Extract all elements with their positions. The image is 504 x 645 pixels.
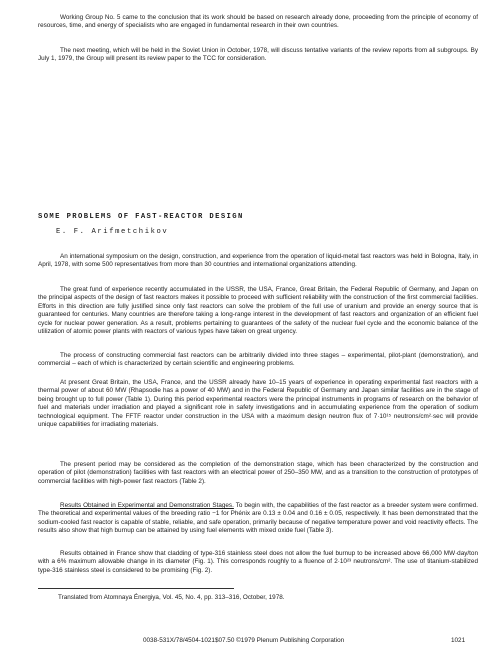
article-paragraph-4: At present Great Britain, the USA, France, and the USSR already have 10–15 years of experience in operating experimental fast reactors with a thermal power of about 60 MW (Rhapsodie has a power of 40 MW) and in the Federal Republic of Germany and Japan similar facilities are in the stage of being brought up to full power (Table 1). During this period experimental reactors were the principal instruments in programs of research on the behavior of fuel and materials under irradiation and played a significant role in safety investigations and in accumulating experience from the operation of sodium technological equipment. The FFTF reactor under construction in the USA with a maximum design neutron flux of 7·10¹⁵ neutrons/cm²·sec will provide unique capabilities for irradiating materials. [38,379,478,429]
article-paragraph-5: The present period may be considered as the completion of the demonstration stage, which has been characterized by the construction and operation of pilot (demonstration) facilities with fast reactors with an electrical power of 250–350 MW, and as a transition to the construction of prototypes of commercial facilities with high-power fast reactors (Table 2). [38,461,478,485]
section-heading-results: Results Obtained in Experimental and Demonstration Stages. [60,502,234,509]
translation-note: Translated from Atomnaya Énergiya, Vol. 45, No. 4, pp. 313–316, October, 1978. [58,594,285,601]
article-paragraph-2: The great fund of experience recently accumulated in the USSR, the USA, France, Great Britain, the Federal Republic of Germany, and Japan on the principal aspects of the design of fast reactors makes it possible to proceed with sufficient reliability with the construction of the first commercial facilities. Efforts in this direction are fully justified since only fast reactors can solve the problem of the full use of uranium and provide an energy source that is guaranteed for centuries. Many countries are therefore taking a long-range interest in the development of fast reactors and organization of an efficient fuel cycle for nuclear power generation. As a result, problems pertaining to guarantees of the safety of the nuclear fuel cycle and the economic balance of the utilization of atomic power plants with reactors of various types have taken on great urgency. [38,286,478,336]
article-paragraph-1: An international symposium on the design, construction, and experience from the operation of liquid-metal fast reactors was held in Bologna, Italy, in April, 1978, with some 500 representatives from more than 30 countries and international organizations attending. [38,253,478,269]
article-title: SOME PROBLEMS OF FAST-REACTOR DESIGN [38,213,244,221]
intro-paragraph-1: Working Group No. 5 came to the conclusion that its work should be based on research already done, proceeding from the principle of economy of resources, time, and energy of specialists who are engaged in fundamental research in their own countries. [38,14,478,30]
page-number: 1021 [451,637,466,644]
article-paragraph-6 [38,502,478,536]
article-paragraph-6-body: To begin with, the capabilities of the fast reactor as a breeder system were confirmed. The theoretical and experimental values of the breeding ratio −1 for Phénix are 0.13 ± 0.04 and 0.16 ± 0.05, respectively. It has been demonstrated that the sodium-cooled fast reactor is capable of stable, reliable, and safe operation, primarily because of negative temperature power and void reactivity effects. The results also show that high burnup can be attained by using fuel elements with mixed oxide fuel (Table 3). [38,502,478,535]
publication-code: 0038-531X/78/4504-1021$07.50 ©1979 Plenum Publishing Corporation [143,637,345,644]
intro-paragraph-2: The next meeting, which will be held in the Soviet Union in October, 1978, will discuss tentative variants of the review reports from all subgroups. By July 1, 1979, the Group will present its review paper to the TCC for consideration. [38,47,478,63]
article-author: E. F. Arifmetchikov [56,228,169,236]
article-paragraph-7: Results obtained in France show that cladding of type-316 stainless steel does not allow the fuel burnup to be increased above 66,000 MW·day/ton with a 6% maximum allowable change in its diameter (Fig. 1). This corresponds roughly to a fluence of 2·10²³ neutrons/cm². The use of titanium-stabilized type-316 stainless steel is considered to be promising (Fig. 2). [38,550,478,574]
article-paragraph-3: The process of constructing commercial fast reactors can be arbitrarily divided into three stages – experimental, pilot-plant (demonstration), and commercial – each of which is characterized by certain scientific and engineering problems. [38,352,478,368]
footnote-divider [38,588,234,589]
